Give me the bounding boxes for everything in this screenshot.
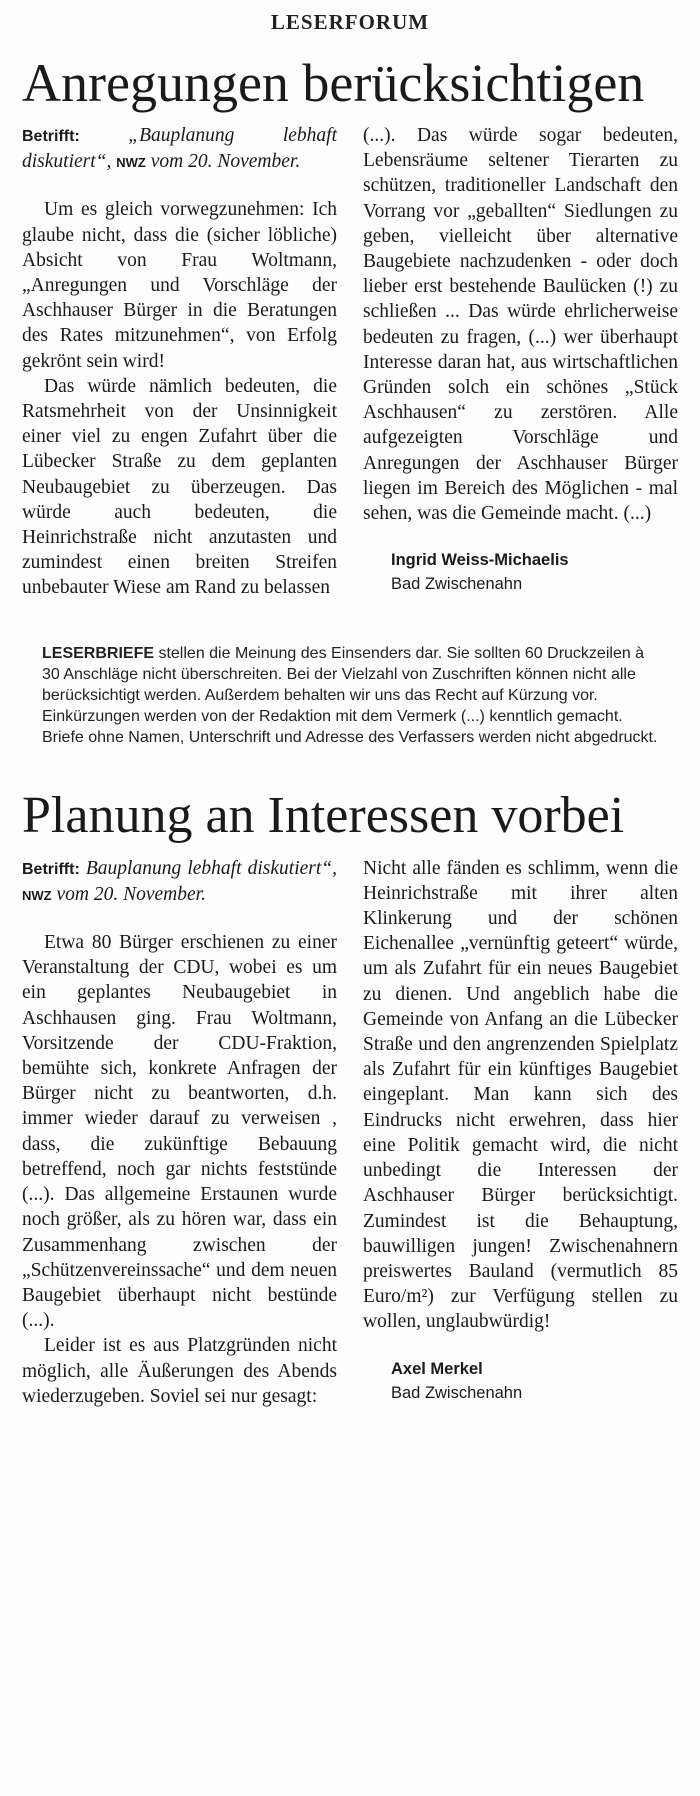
- betrifft-label: Betrifft:: [22, 128, 80, 145]
- article1-intro: Betrifft: „Bauplanung lebhaft diskutiert“, NWZ vom 20. November.: [22, 125, 337, 173]
- paragraph: Das würde nämlich bedeuten, die Ratsmehrheit von der Unsinnigkeit einer viel zu engen Zufahrt über die Lübecker Straße zu dem geplanten Neubaugebiet zu überzeugen. Das würde auch bedeuten, die Heinrichstraße nicht anzutasten und zumindest einen breiten Streifen unbebauter Wiese am Rand zu belassen: [22, 375, 337, 599]
- author-location: Bad Zwischenahn: [391, 575, 523, 594]
- betrifft-label: Betrifft:: [22, 860, 80, 878]
- author-name: Axel Merkel: [391, 1359, 483, 1378]
- article2-signature: [363, 1357, 678, 1405]
- paragraph: Etwa 80 Bürger erschienen zu einer Veranstaltung der CDU, wobei es um ein geplantes Neubaugebiet in Aschhausen ging. Frau Woltmann, Vorsitzende der CDU-Fraktion, bemühte sich, konkrete Anfragen der Bürger nicht zu beantworten, d.h. immer wieder darauf zu verweisen , dass, die zukünftige Bebauung betreffend, noch gar nichts feststünde (...). Das allgemeine Erstaunen wurde noch größer, als zu hören war, dass ein Zusammenhang zwischen der „Schützenvereinssache“ und dem neuen Baugebiet überhaupt nicht bestünde (...).: [22, 932, 337, 1332]
- newspaper-source: NWZ: [22, 887, 52, 903]
- article1-right-column: [363, 123, 678, 601]
- section-label: LESERFORUM: [270, 10, 430, 34]
- paragraph: Um es gleich vorwegzunehmen: Ich glaube nicht, dass die (sicher löbliche) Absicht von Frau Woltmann, „Anregungen und Vorschläge der Aschhauser Bürger in die Beratungen des Rates mitzunehmen“, von Erfolg gekrönt sein wird!: [22, 199, 337, 372]
- notice-text: stellen die Meinung des Einsenders dar. Sie sollten 60 Druckzeilen à 30 Anschläge nicht überschreiten. Bei der Vielzahl von Zuschriften können nicht alle berücksichtigt werden. Außerdem behalten wir uns das Recht auf Kürzung vor. Einkürzungen werden von der Redaktion mit dem Vermerk (...) kenntlich gemacht.: [42, 644, 645, 725]
- article2-intro: [22, 856, 337, 908]
- paragraph: (...). Das würde sogar bedeuten, Lebensräume seltener Tierarten zu schützen, traditioneller Landschaft den Vorrang vor „geballten“ Siedlungen zu geben, vielleicht über alternative Baugebiete nachzudenken - oder doch lieber erst bestehende Baulücken (!) zu schließen ... Das würde ehrlicherweise bedeuten zu fragen, (...) wer überhaupt Interesse daran hat, aus wirtschaftlichen Gründen solch ein schönes „Stück Aschhausen“ zu zerstören. Alle aufgezeigten Vorschläge und Anregungen der Aschhauser Bürger liegen im Bereich des Möglichen - mal sehen, was die Gemeinde macht. (...): [363, 125, 678, 525]
- article1-left-column: [22, 123, 337, 601]
- notice-lead: LESERBRIEFE: [42, 644, 155, 662]
- article2-topic: Bauplanung lebhaft diskutiert“,: [85, 857, 337, 879]
- notice-text-2: Briefe ohne Namen, Unterschrift und Adresse des Verfassers werden nicht abgedruckt.: [42, 728, 658, 746]
- article1-signature: [363, 548, 678, 596]
- paragraph: Leider ist es aus Platzgründen nicht möglich, alle Äußerungen des Abends wiederzugeben. Soviel sei nur gesagt:: [22, 1335, 337, 1407]
- article1-body: [22, 123, 678, 601]
- author-location: Bad Zwischenahn: [391, 1383, 523, 1402]
- article1-headline: Anregungen berücksichtigen: [22, 53, 645, 113]
- article2-headline: Planung an Interessen vorbei: [22, 786, 625, 844]
- article1-topic: „Bauplanung lebhaft diskutiert“: [22, 125, 337, 173]
- article2-right-column: [363, 856, 678, 1409]
- author-name: Ingrid Weiss-Michaelis: [391, 551, 569, 570]
- paragraph: Nicht alle fänden es schlimm, wenn die Heinrichstraße mit ihrer alten Klinkerung und der schönen Eichenallee „vernünftig geteert“ würde, um als Zufahrt für ein neues Baugebiet zu dienen. Und angeblich habe die Gemeinde von Anfang an die Lübecker Straße und den angrenzenden Spielplatz als Zufahrt für ein künftiges Baugebiet eingeplant. Man kann sich des Eindrucks nicht erwehren, dass hier eine Politik gemacht wird, die nicht unbedingt die Interessen der Aschhauser Bürger berücksichtigt. Zumindest ist die Behauptung, bauwilligen jungen! Zwischenahnern preiswertes Bauland (vermutlich 85 Euro/m²) zur Verfügung stellen zu wollen, unglaubwürdig!: [363, 857, 678, 1333]
- article2-left-column: [22, 856, 337, 1409]
- article2-date: vom 20. November.: [56, 883, 206, 905]
- article2-body: [22, 856, 678, 1409]
- newspaper-source: NWZ: [116, 155, 146, 171]
- letters-notice: [42, 643, 658, 748]
- article1-date: vom 20. November.: [150, 151, 301, 173]
